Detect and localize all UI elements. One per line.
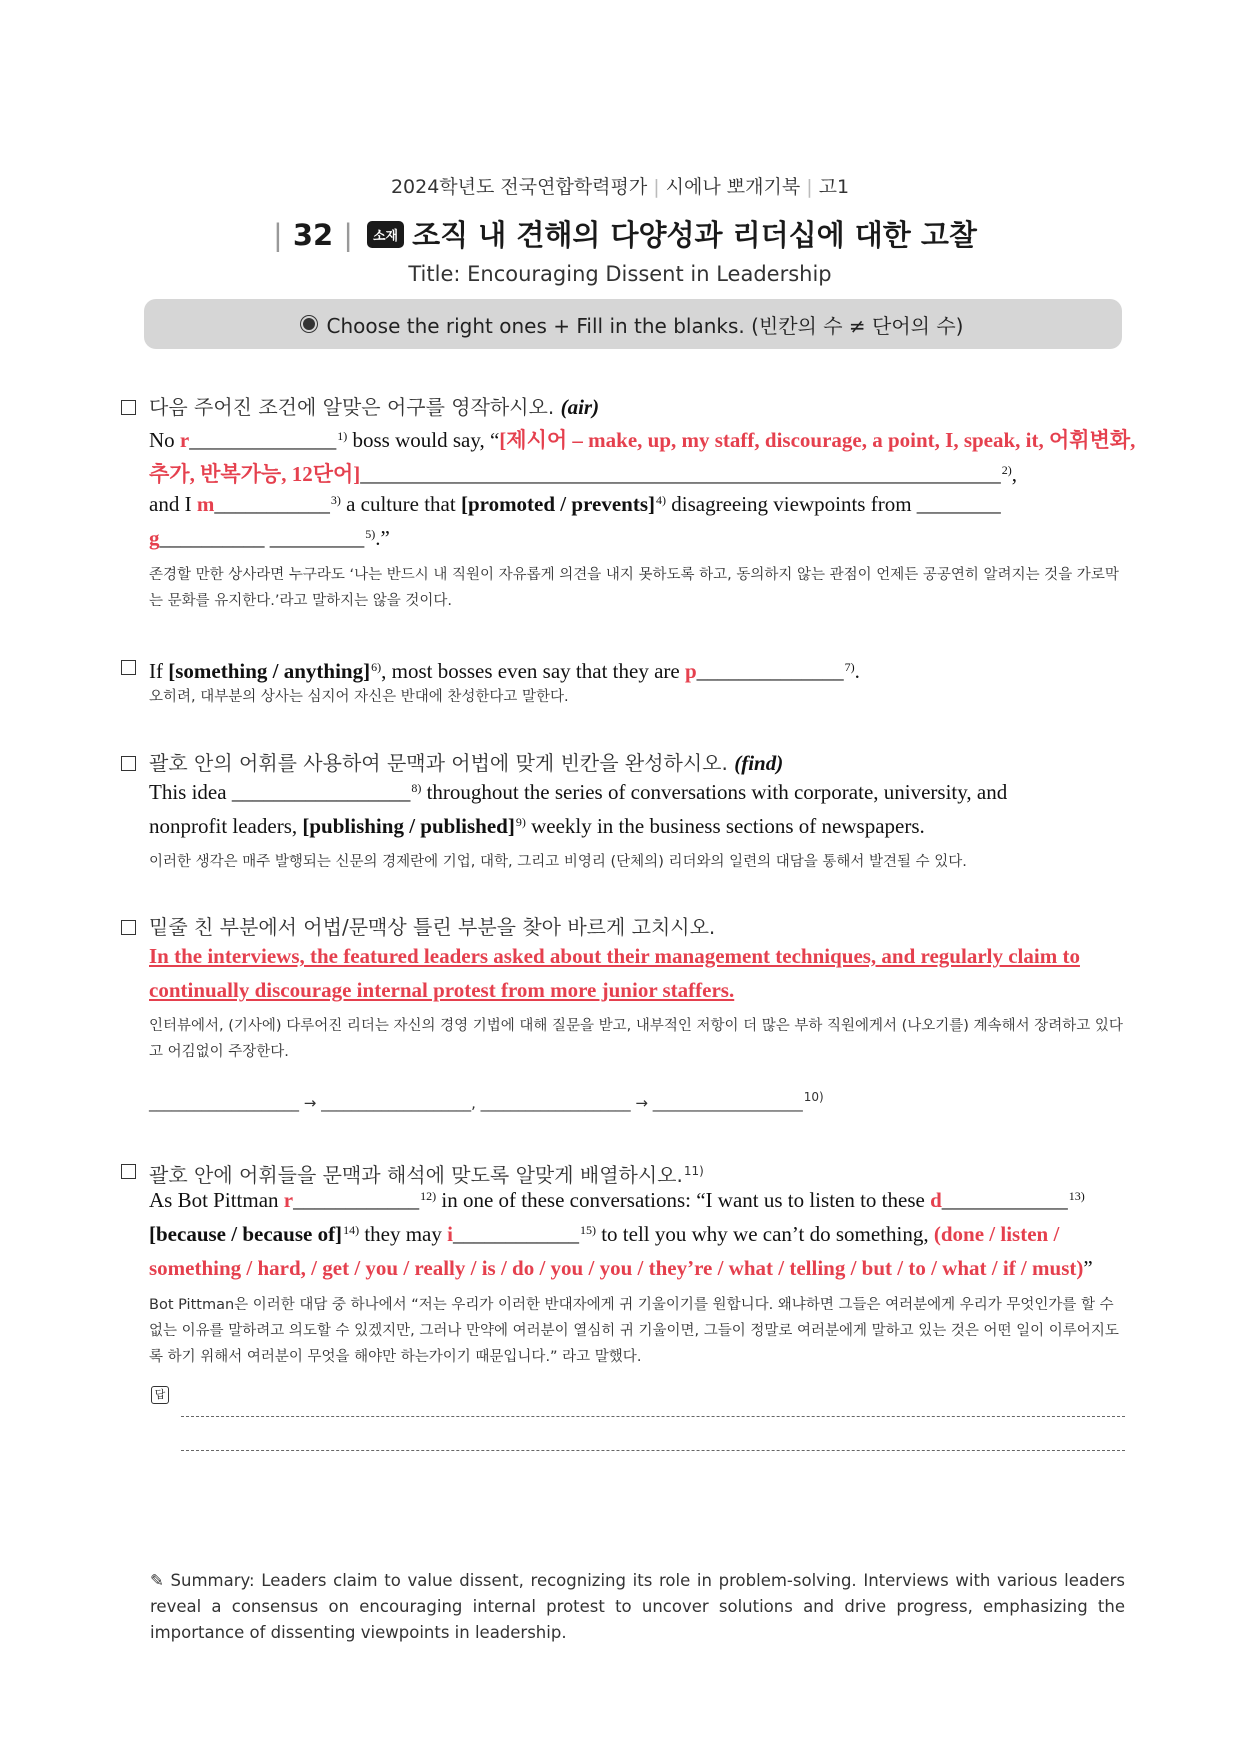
q1-line-2: 추가, 반복가능, 12단어]_____________________________________________________________$^{2)}$, xyxy=(149,462,1018,486)
blank-5a[interactable]: ________ xyxy=(916,492,1001,516)
q5-line-1: As Bot Pittman r____________$^{12)}$ in one of these conversations: “I want us to listen to these d____________$^{13)}$ xyxy=(149,1188,1085,1212)
checkbox-icon[interactable] xyxy=(121,660,136,675)
question-5 xyxy=(121,1154,1131,1401)
answer-line-2[interactable] xyxy=(181,1450,1125,1451)
checkbox-icon[interactable] xyxy=(121,920,136,935)
blank-15[interactable]: ____________ xyxy=(452,1222,579,1246)
blank-2[interactable]: _____________________________________________________________ xyxy=(360,462,1001,486)
q1-prompt: 다음 주어진 조건에 알맞은 어구를 영작하시오. (air) xyxy=(121,390,1131,424)
topic-badge: 소재 xyxy=(367,221,404,248)
checkbox-icon[interactable] xyxy=(121,756,136,771)
q2-translation: 오히려, 대부분의 상사는 심지어 자신은 반대에 찬성한다고 말한다. xyxy=(149,689,569,705)
question-1 xyxy=(121,390,1136,609)
q4-translation: 인터뷰에서, (기사에) 다루어진 리더는 자신의 경영 기법에 대해 질문을 받고, 내부적인 저항이 더 많은 부하 직원에게서 (나오기를) 계속해서 장려하고 있다고 어김없이 주장한다. xyxy=(149,1018,1123,1060)
blank-7[interactable]: ______________ xyxy=(696,659,844,683)
blank-3[interactable]: ___________ xyxy=(214,492,330,516)
q3-line-2: nonprofit leaders, [publishing / published]$^{9)}$ weekly in the business sections of newspapers. xyxy=(149,814,925,838)
answer-line-1[interactable] xyxy=(181,1416,1125,1417)
blank-1[interactable]: ______________ xyxy=(189,428,337,452)
page-title: | 32 | 소재 조직 내 견해의 다양성과 리더십에 대한 고찰 xyxy=(273,218,977,252)
q3-prompt: 괄호 안의 어휘를 사용하여 문맥과 어법에 맞게 빈칸을 완성하시오. (find) xyxy=(121,746,1131,780)
q5-prompt: 괄호 안에 어휘들을 문맥과 해석에 맞도록 알맞게 배열하시오.$^{11)}$ xyxy=(121,1154,1131,1188)
blank-13[interactable]: ____________ xyxy=(941,1188,1068,1212)
q5-line-3: something / hard, / get / you / really / is / do / you / you / they’re / what / telling / but / to / what / if / must)” xyxy=(149,1256,1093,1280)
q1-line-3: and I m___________$^{3)}$ a culture that [promoted / prevents]$^{4)}$ disagreeing viewpoints from ________ xyxy=(149,492,1001,516)
q1-line-1: No r______________$^{1)}$ boss would say, “[제시어 – make, up, my staff, discourage, a point, I, speak, it, 어휘변화, xyxy=(149,428,1136,452)
question-number: 32 xyxy=(292,218,334,252)
english-title: Title: Encouraging Dissent in Leadership xyxy=(408,262,832,286)
instruction-banner xyxy=(144,299,1122,349)
q1-line-4: g__________ _________$^{5)}$.” xyxy=(149,526,390,550)
checkbox-icon[interactable] xyxy=(121,400,136,415)
choice-6[interactable]: [something / anything] xyxy=(168,659,371,683)
exam-name: 2024학년도 전국연합학력평가 xyxy=(390,176,648,198)
summary-text: ✎ Summary: Leaders claim to value dissent, recognizing its role in problem-solving. Interviews with various leaders reveal a consensus on encouraging internal protest to uncover solutions and drive progress, emphasizing the importance of dissenting viewpoints in leadership. xyxy=(150,1571,1125,1642)
question-4 xyxy=(121,910,1131,1112)
choice-14[interactable]: [because / because of] xyxy=(149,1222,343,1246)
blank-5[interactable]: __________ _________ xyxy=(159,526,365,550)
instruction-text: Choose the right ones + Fill in the blanks. (빈칸의 수 ≠ 단어의 수) xyxy=(326,313,964,338)
book-name: 시에나 뽀개기북 xyxy=(665,176,801,198)
q5-word-bank: something / hard, / get / you / really / is / do / you / you / they’re / what / telling / but / to / what / if / must) xyxy=(149,1256,1084,1280)
bullet-icon xyxy=(303,318,315,330)
q5-translation: Bot Pittman은 이러한 대담 중 하나에서 “저는 우리가 이러한 반대자에게 귀 기울이기를 원합니다. 왜냐하면 그들은 여러분에게 우리가 무엇인가를 할 수 없는 이유를 말하려고 의도할 수 있겠지만, 그러나 만약에 여러분이 열심히 귀 기울이면, 그들이 정말로 여러분에게 말하고 있는 것은 어떤 일이 이루어지도록 하기 위해서 여러분이 무엇을 해야만 하는가이기 때문입니다.” 라고 말했다. xyxy=(149,1297,1119,1365)
q2-line: If [something / anything]$^{6)}$, most bosses even say that they are p______________$^{7)}$. xyxy=(121,650,1131,684)
q1-translation: 존경할 만한 상사라면 누구라도 ‘나는 반드시 내 직원이 자유롭게 의견을 내지 못하도록 하고, 동의하지 않는 관점이 언제든 공공연히 알려지는 것을 가로막는 문화를 유지한다.’라고 말하지는 않을 것이다. xyxy=(149,567,1119,609)
q3-translation: 이러한 생각은 매주 발행되는 신문의 경제란에 기업, 대학, 그리고 비영리 (단체의) 리더와의 일련의 대담을 통해서 발견될 수 있다. xyxy=(149,854,967,870)
q5-line-2: [because / because of]$^{14)}$ they may i____________$^{15)}$ to tell you why we can’t do something, (done / listen / xyxy=(149,1222,1060,1246)
q1-hint: [제시어 – make, up, my staff, discourage, a point, I, speak, it, 어휘변화, xyxy=(499,428,1136,452)
topic-title: 조직 내 견해의 다양성과 리더십에 대한 고찰 xyxy=(412,218,977,252)
q4-underlined-1: In the interviews, the featured leaders asked about their management techniques, and regularly claim to xyxy=(149,944,1080,968)
choice-9[interactable]: [publishing / published] xyxy=(302,814,515,838)
answer-area[interactable] xyxy=(121,1386,1131,1466)
question-3 xyxy=(121,746,1131,870)
choice-4[interactable]: [promoted / prevents] xyxy=(460,492,655,516)
blank-12[interactable]: ____________ xyxy=(293,1188,420,1212)
blank-8[interactable]: _________________ xyxy=(231,780,411,804)
grade-label: 고1 xyxy=(818,176,850,198)
q3-line-1: This idea _________________$^{8)}$ throughout the series of conversations with corporate, university, and xyxy=(149,780,1008,804)
question-2 xyxy=(121,650,1131,705)
q4-prompt: 밑줄 친 부분에서 어법/문맥상 틀린 부분을 찾아 바르게 고치시오. xyxy=(121,910,1131,944)
checkbox-icon[interactable] xyxy=(121,1164,136,1179)
exam-header: 2024학년도 전국연합학력평가 | 시에나 뽀개기북 | 고1 xyxy=(390,176,850,198)
answer-label: 답 xyxy=(151,1386,169,1404)
q4-answer[interactable]: ____________________ → ____________________, ____________________ → ____________________$^{10)}$ xyxy=(149,1090,824,1112)
q4-underlined-2: continually discourage internal protest from more junior staffers. xyxy=(149,978,735,1002)
